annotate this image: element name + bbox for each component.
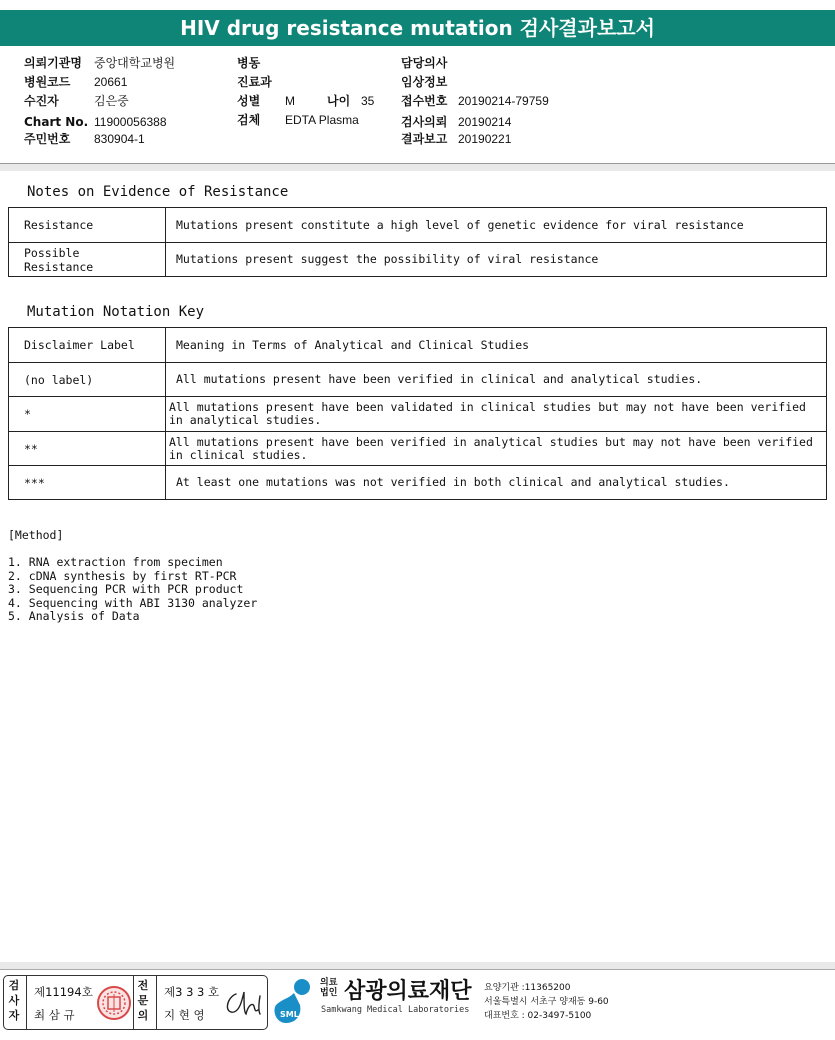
info-row [237,111,359,129]
info-row [237,73,272,91]
info-row [237,54,260,72]
key-title: Mutation Notation Key [27,304,205,320]
info-value: 중앙대학교병원 [94,56,176,70]
info-label: 임상정보 [401,75,448,89]
signature-icon [222,984,264,1022]
info-value: 11900056388 [94,115,167,129]
specialist-name: 지 현 영 [164,1008,205,1022]
info-value: 20190214 [458,115,512,129]
info-label: 의뢰기관명 [24,56,82,70]
table-row [9,432,827,466]
method-step: 4. Sequencing with ABI 3130 analyzer [8,595,258,610]
method-step: 1. RNA extraction from specimen [8,555,223,569]
separator [133,976,134,1029]
examiner-name: 최 삼 규 [34,1008,75,1022]
divider-band [0,164,835,171]
info-row [401,73,447,91]
info-row [401,92,549,110]
signature-box [3,975,268,1030]
table-row [9,243,827,277]
info-value: 김은중 [94,94,129,108]
info-label: 병원코드 [24,75,71,89]
table-header-row [9,328,827,363]
table-row [9,397,827,432]
info-label: 주민번호 [24,132,71,146]
info-value: 20190221 [458,132,512,146]
info-label: 접수번호 [401,94,448,108]
examiner-number: 제11194호 [34,985,93,999]
examiner-label [6,978,22,1023]
org-english-name: Samkwang Medical Laboratories [321,1005,470,1015]
org-code: 요양기관 :11365200 [484,983,571,993]
specialist-label-text: 전문의 [137,979,149,1022]
info-row [24,73,128,91]
info-row [401,113,512,131]
method-title: [Method] [8,528,64,542]
info-row [24,113,167,131]
specialist-label [135,978,151,1023]
info-label: 성별 [237,94,261,108]
logo-text: SML [280,1010,299,1019]
key-header-label: Disclaimer Label [9,328,166,363]
key-text: All mutations present have been validated in clinical studies but may not have been verified in analytical studies. [166,397,827,432]
key-text: All mutations present have been verified in clinical and analytical studies. [166,363,827,397]
notes-text: Mutations present constitute a high level of genetic evidence for viral resistance [166,208,827,243]
info-label: Chart No. [24,115,89,129]
info-label: 담당의사 [401,56,448,70]
specialist-number: 제3 3 3 호 [164,985,220,999]
key-table [8,327,827,500]
org-name: 삼광의료재단 [344,979,472,1004]
sml-logo-icon [272,977,318,1027]
method-step: 2. cDNA synthesis by first RT-PCR [8,568,237,583]
method-steps [8,556,257,624]
info-label: 수진자 [24,94,59,108]
key-label: * [9,397,166,432]
key-text: At least one mutations was not verified in both clinical and analytical studies. [166,466,827,500]
info-value: 830904-1 [94,132,145,146]
info-row [24,54,176,72]
info-label: 검사의뢰 [401,115,448,129]
info-value: 20190214-79759 [458,94,549,108]
info-value: 20661 [94,75,128,89]
info-row [24,92,129,110]
separator [156,976,157,1029]
org-address: 서울특별시 서초구 양재동 9-60 [484,997,609,1007]
info-row [401,54,447,72]
notes-label: Possible Resistance [9,243,166,277]
info-label: 결과보고 [401,132,448,146]
info-label: 검체 [237,113,261,127]
info-label: 진료과 [237,75,272,89]
info-label: 병동 [237,56,261,70]
info-value: EDTA Plasma [285,113,359,127]
key-label: *** [9,466,166,500]
notes-label: Resistance [9,208,166,243]
key-label: (no label) [9,363,166,397]
notes-title: Notes on Evidence of Resistance [27,184,289,200]
separator [26,976,27,1029]
method-step: 5. Analysis of Data [8,609,140,623]
seal-icon [96,984,132,1022]
age-value: 35 [361,94,375,108]
key-text: All mutations present have been verified in analytical studies but may not have been verified in clinical studies. [166,432,827,466]
report-title: HIV drug resistance mutation 검사결과보고서 [0,10,835,46]
table-row [9,466,827,500]
notes-text: Mutations present suggest the possibility of viral resistance [166,243,827,277]
key-label: ** [9,432,166,466]
age-label: 나이 [327,94,351,108]
patient-info [0,54,835,164]
table-row [9,363,827,397]
org-phone: 대표번호 : 02-3497-5100 [484,1011,592,1021]
footer-band [0,962,835,970]
org-prefix: 의료법인 [320,978,338,998]
notes-table [8,207,827,277]
method-step: 3. Sequencing PCR with PCR product [8,582,244,596]
table-row [9,208,827,243]
info-row [401,130,512,148]
info-row [24,130,145,148]
info-row [237,92,375,110]
info-value: M [285,94,295,108]
examiner-label-text: 검사자 [8,979,20,1022]
key-header-text: Meaning in Terms of Analytical and Clinical Studies [166,328,827,363]
